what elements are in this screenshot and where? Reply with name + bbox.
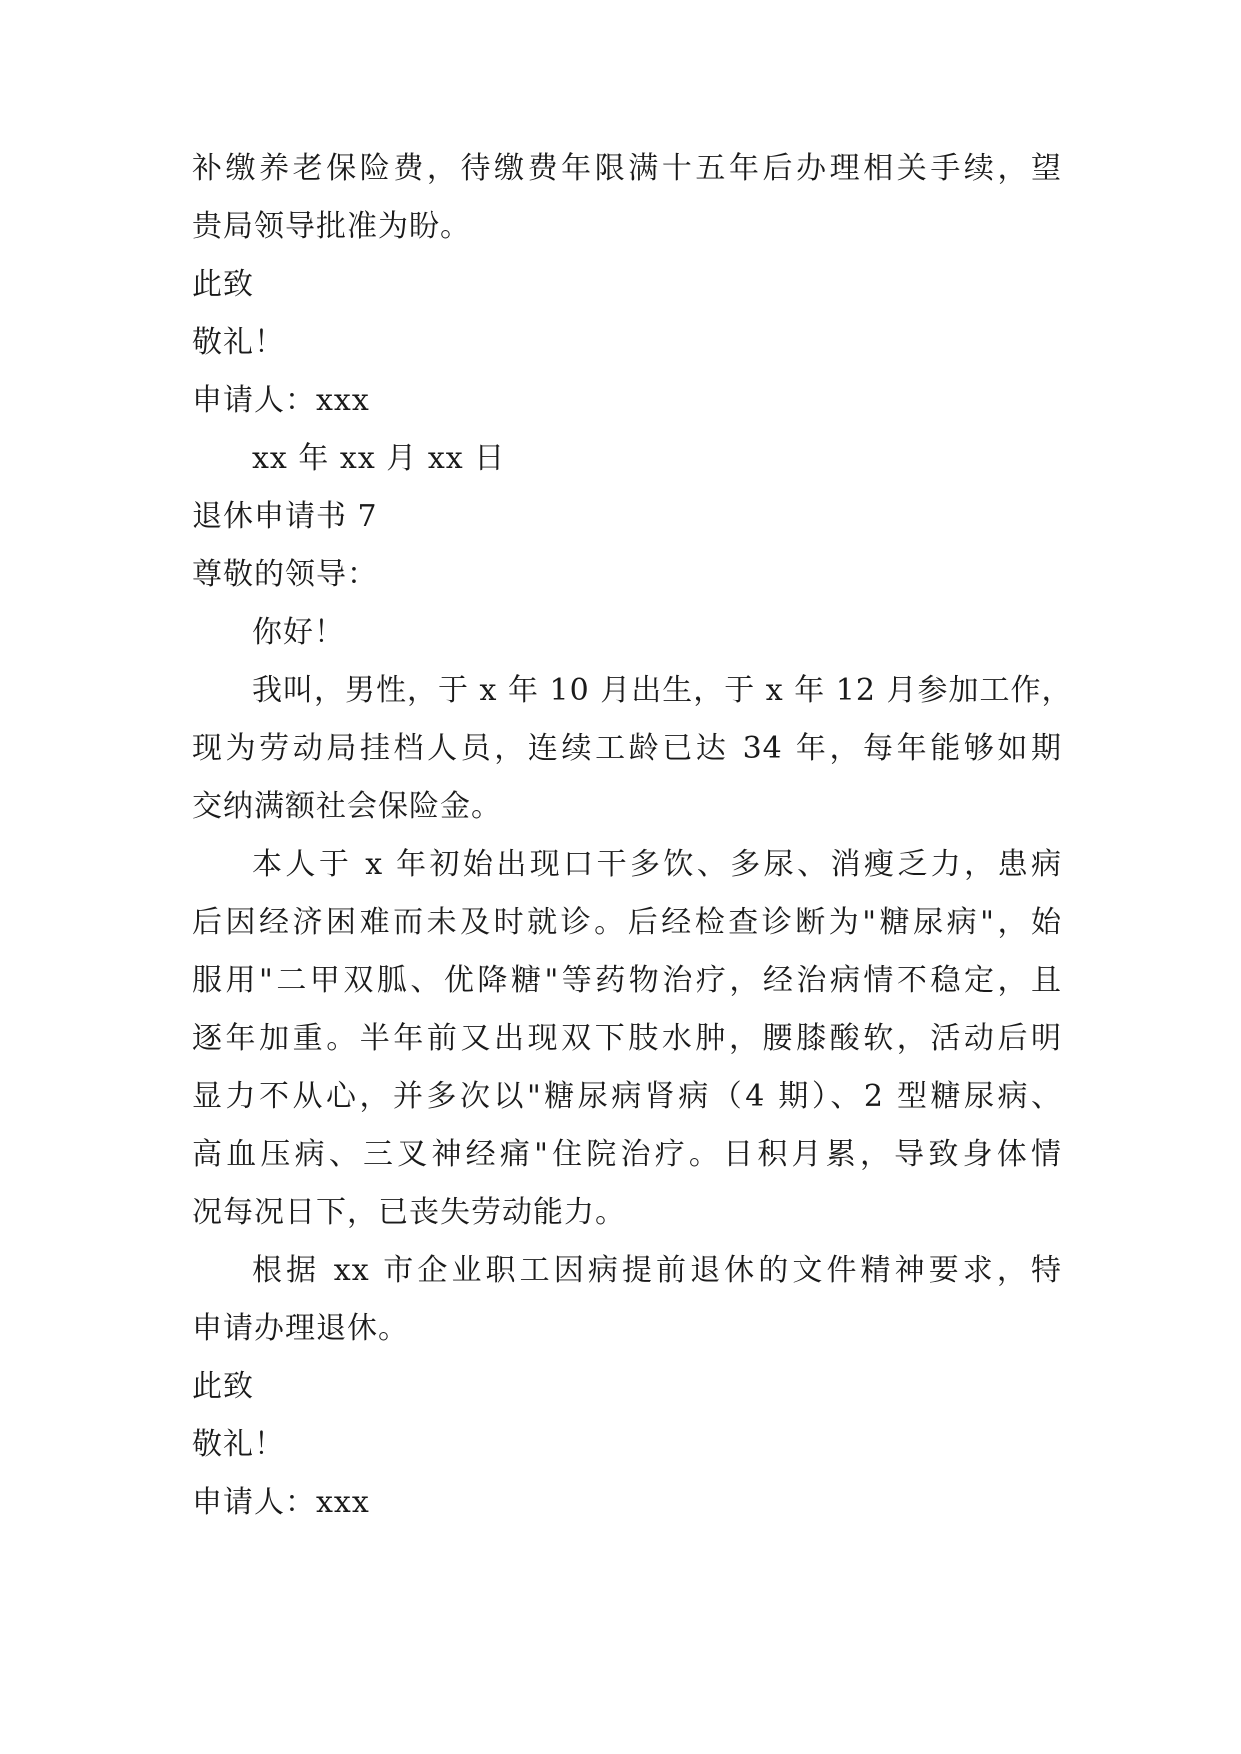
paragraph-line: 现为劳动局挂档人员，连续工龄已达 34 年，每年能够如期 (192, 731, 1062, 766)
paragraph-line: 申请办理退休。 (192, 1311, 409, 1346)
paragraph-line: 显力不从心，并多次以"糖尿病肾病（4 期）、2 型糖尿病、 (192, 1079, 1062, 1114)
paragraph-line: 况每况日下，已丧失劳动能力。 (192, 1195, 626, 1230)
closing-line: 此致 (192, 267, 254, 302)
paragraph-line: 贵局领导批准为盼。 (192, 209, 471, 244)
paragraph-line: 补缴养老保险费，待缴费年限满十五年后办理相关手续，望 (192, 151, 1062, 186)
paragraph-line: 后因经济困难而未及时就诊。后经检查诊断为"糖尿病"，始 (192, 905, 1062, 940)
salutation-line: 敬礼！ (192, 1427, 285, 1462)
paragraph-line: 根据 xx 市企业职工因病提前退休的文件精神要求，特 (252, 1253, 1062, 1288)
paragraph-line: 我叫，男性，于 x 年 10 月出生，于 x 年 12 月参加工作， (252, 673, 1073, 708)
paragraph-line: 服用"二甲双胍、优降糖"等药物治疗，经治病情不稳定，且 (192, 963, 1062, 998)
salutation-line: 敬礼！ (192, 325, 285, 360)
applicant-line: 申请人：xxx (192, 383, 370, 418)
applicant-line: 申请人：xxx (192, 1485, 370, 1520)
addressee-line: 尊敬的领导： (192, 557, 378, 592)
closing-line: 此致 (192, 1369, 254, 1404)
paragraph-line: 交纳满额社会保险金。 (192, 789, 502, 824)
greeting-line: 你好！ (252, 615, 345, 650)
date-line: xx 年 xx 月 xx 日 (252, 441, 506, 476)
paragraph-line: 高血压病、三叉神经痛"住院治疗。日积月累，导致身体情 (192, 1137, 1062, 1172)
paragraph-line: 逐年加重。半年前又出现双下肢水肿，腰膝酸软，活动后明 (192, 1021, 1062, 1056)
paragraph-line: 本人于 x 年初始出现口干多饮、多尿、消瘦乏力，患病 (252, 847, 1062, 882)
document-heading: 退休申请书 7 (192, 499, 378, 534)
